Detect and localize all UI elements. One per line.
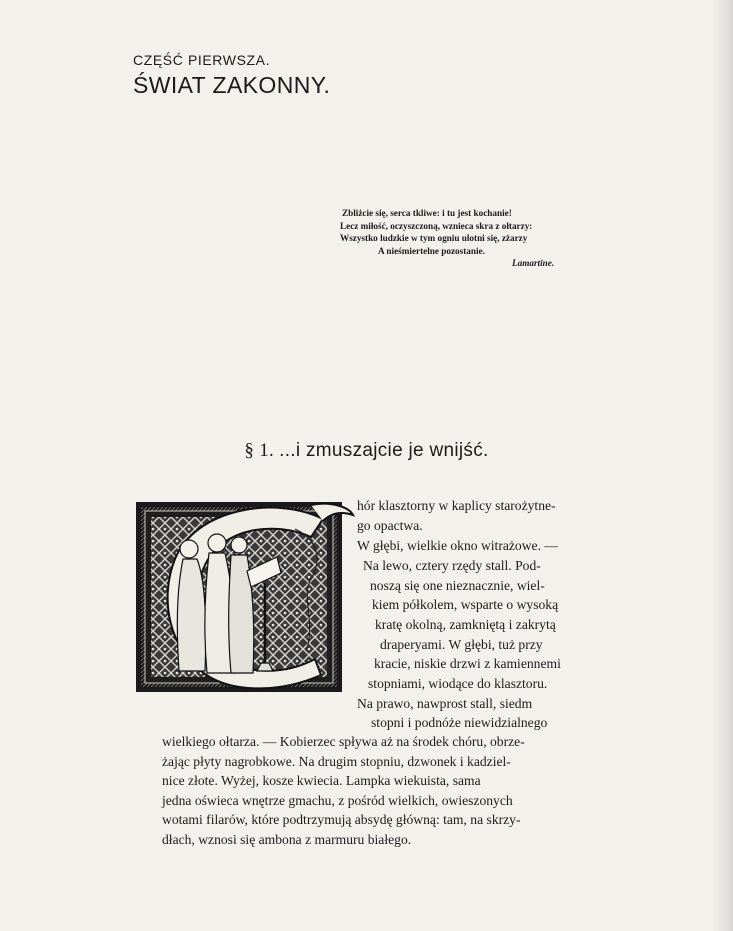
section-heading [0, 440, 733, 462]
body-line: hór klasztorny w kaplicy starożytne- [357, 498, 556, 513]
body-line: stopniami, wiodące do klasztoru. [368, 676, 548, 691]
body-line: W głębi, wielkie okno witrażowe. — [357, 538, 558, 553]
body-line: stopni i podnóże niewidzialnego [371, 715, 548, 730]
body-line: wotami filarów, które podtrzymują absydę główną: tam, na skrzy- [162, 812, 521, 827]
section-number: § 1. [244, 440, 275, 461]
epigraph [330, 207, 610, 270]
body-line: kracie, niskie drzwi z kamiennemi [374, 656, 561, 671]
body-line: wielkiego ołtarza. — Kobierzec spływa aż na środek chóru, obrze- [162, 734, 525, 749]
epigraph-line: Lecz miłość, oczyszczoną, wznieca skra z ołtarzy: [340, 220, 533, 231]
epigraph-line: Wszystko ludzkie w tym ogniu ulotni się, zżarzy [340, 233, 528, 244]
body-line: noszą się one nieznacznie, wiel- [370, 578, 545, 593]
body-line: draperyami. W głębi, tuż przy [380, 637, 543, 652]
part-title: ŚWIAT ZAKONNY. [133, 72, 331, 98]
epigraph-line: Zbliżcie się, serca tkliwe: i tu jest kochanie! [342, 208, 512, 218]
body-line: żając płyty nagrobkowe. Na drugim stopniu, dzwonek i kadziel- [162, 754, 511, 769]
body-line: dłach, wznosi się ambona z marmuru białego. [162, 832, 412, 847]
section-title: ...i zmuszajcie je wnijść. [279, 440, 489, 461]
body-line: Na lewo, cztery rzędy stall. Pod- [363, 558, 541, 573]
body-line: jedna oświeca wnętrze gmachu, z pośród wielkich, owieszonych [162, 793, 513, 808]
body-line: kiem półkolem, wsparte o wysoką [372, 597, 559, 612]
illuminated-initial-icon [135, 499, 357, 695]
part-label: CZĘŚĆ PIERWSZA. [133, 52, 271, 68]
body-line: nice złote. Wyżej, kosze kwiecia. Lampka wiekuista, sama [162, 773, 481, 788]
page-edge-shadow [711, 0, 733, 931]
epigraph-author: Lamartine. [512, 258, 555, 269]
body-line: kratę okolną, zamkniętą i zakrytą [375, 617, 556, 632]
body-line: Na prawo, nawprost stall, siedm [357, 696, 533, 711]
epigraph-line: A nieśmiertelne pozostanie. [378, 245, 485, 256]
body-line: go opactwa. [357, 518, 423, 533]
